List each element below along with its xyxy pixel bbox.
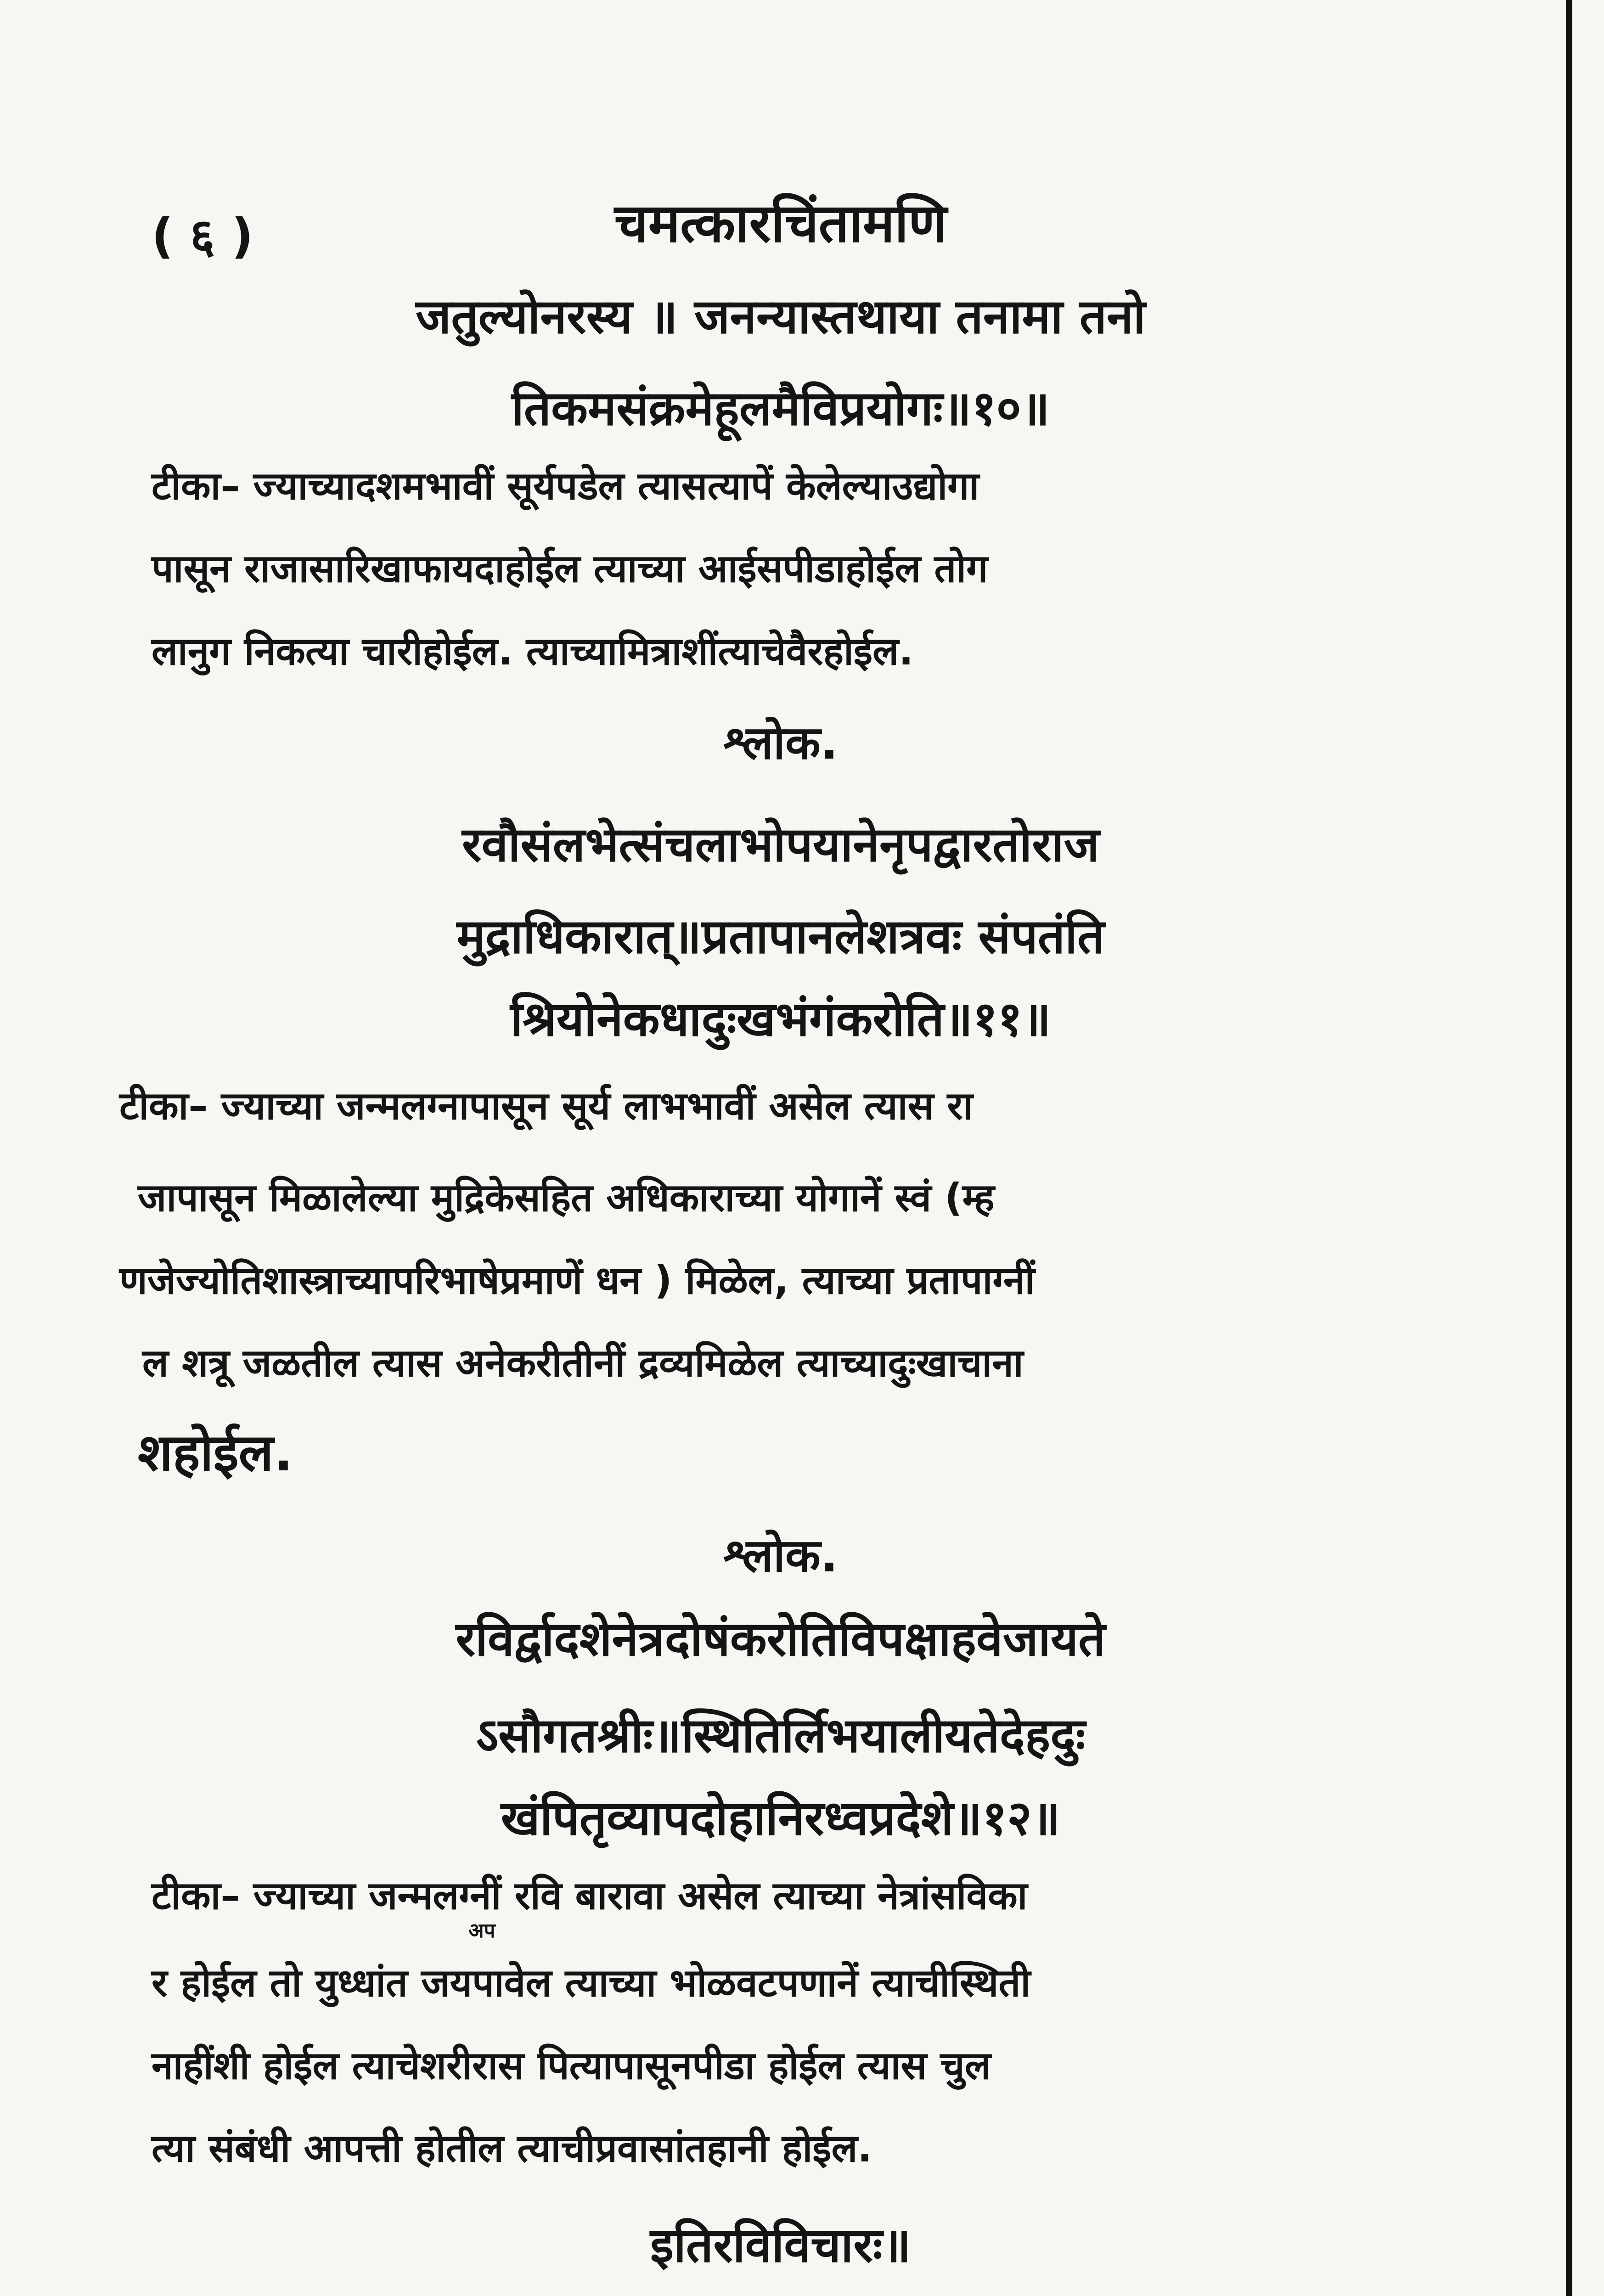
verse-11-line-1: रवौसंलभेत्संचलाभोपयानेनृपद्वारतोराज (462, 816, 1099, 872)
commentary-11-line-5: शहोईल. (138, 1423, 293, 1483)
running-title: चमत्कारचिंतामणि (614, 192, 947, 254)
commentary-10-line-1 (152, 464, 1604, 508)
commentary-label: टीका– (152, 1873, 240, 1918)
page-edge-rule (1566, 0, 1572, 2296)
commentary-text: ज्याच्या जन्मलग्नीं रवि बारावा असेल त्याच्या नेत्रांसविका (253, 1873, 1028, 1918)
commentary-11-line-4: ल शत्रू जळतील त्यास अनेकरीतीनीं द्रव्यमिळेल त्याच्यादुःखाचाना (142, 1340, 1024, 1385)
commentary-10-line-3: लानुग निकत्या चारीहोईल. त्याच्यामित्राशींत्याचेवैरहोईल. (152, 629, 914, 674)
commentary-11-line-3: णजेज्योतिशास्त्राच्यापरिभाषेप्रमाणें धन ) मिळेल, त्याच्या प्रतापाग्नीं (119, 1258, 1035, 1303)
commentary-12-line-3: नाहींशी होईल त्याचेशरीरास पित्यापासूनपीडा होईल त्यास चुल (152, 2043, 991, 2088)
section-heading-shloka-2: श्लोक. (723, 1529, 838, 1582)
closing-colophon: इतिरविविचारः॥ (650, 2217, 912, 2273)
verse-10-line-1: जतुल्योनरस्य ॥ जनन्यास्तथाया तनामा तनो (416, 288, 1146, 344)
commentary-text: ज्याच्या जन्मलग्नापासून सूर्य लाभभावीं असेल त्यास रा (221, 1083, 973, 1128)
verse-11-line-2: मुद्राधिकारात्॥प्रतापानलेशत्रवः संपतंति (456, 908, 1105, 964)
commentary-12-line-4: त्या संबंधी आपत्ती होतील त्याचीप्रवासांतहानी होईल. (152, 2126, 872, 2171)
commentary-label: टीका– (119, 1083, 208, 1128)
verse-12-line-3: खंपितृव्यापदोहानिरध्वप्रदेशे॥१२॥ (501, 1790, 1061, 1846)
commentary-11-line-1 (119, 1084, 1604, 1128)
commentary-text: ज्याच्यादशमभावीं सूर्यपडेल त्यासत्यापें केलेल्याउद्योगा (253, 463, 979, 508)
commentary-10-line-2: पासून राजासारिखाफायदाहोईल त्याच्या आईसपीडाहोईल तोग (152, 546, 988, 591)
section-heading-shloka-1: श्लोक. (723, 716, 838, 770)
interlinear-note: अप (468, 1919, 495, 1942)
verse-12-line-2: ऽसौगतश्रीः॥स्थितिर्लिभयालीयतेदेहदुः (476, 1707, 1086, 1763)
commentary-11-line-2: जापासून मिळालेल्या मुद्रिकेसहित अधिकाराच्या योगानें स्वं (म्ह (138, 1175, 995, 1220)
commentary-12-line-1 (152, 1874, 1604, 1918)
verse-10-line-2: तिकमसंक्रमेहूलमैविप्रयोगः॥१०॥ (511, 380, 1050, 436)
verse-12-line-1: रविर्द्वादशेनेत्रदोषंकरोतिविपक्षाहवेजायते (456, 1611, 1106, 1667)
verse-11-line-3: श्रियोनेकधादुःखभंगंकरोति॥११॥ (510, 991, 1051, 1047)
commentary-12-line-2: र होईल तो युध्धांत जयपावेल त्याच्या भोळवटपणानें त्याचीस्थिती (152, 1960, 1031, 2005)
page-number: ( ६ ) (152, 208, 253, 264)
commentary-label: टीका– (152, 463, 240, 508)
